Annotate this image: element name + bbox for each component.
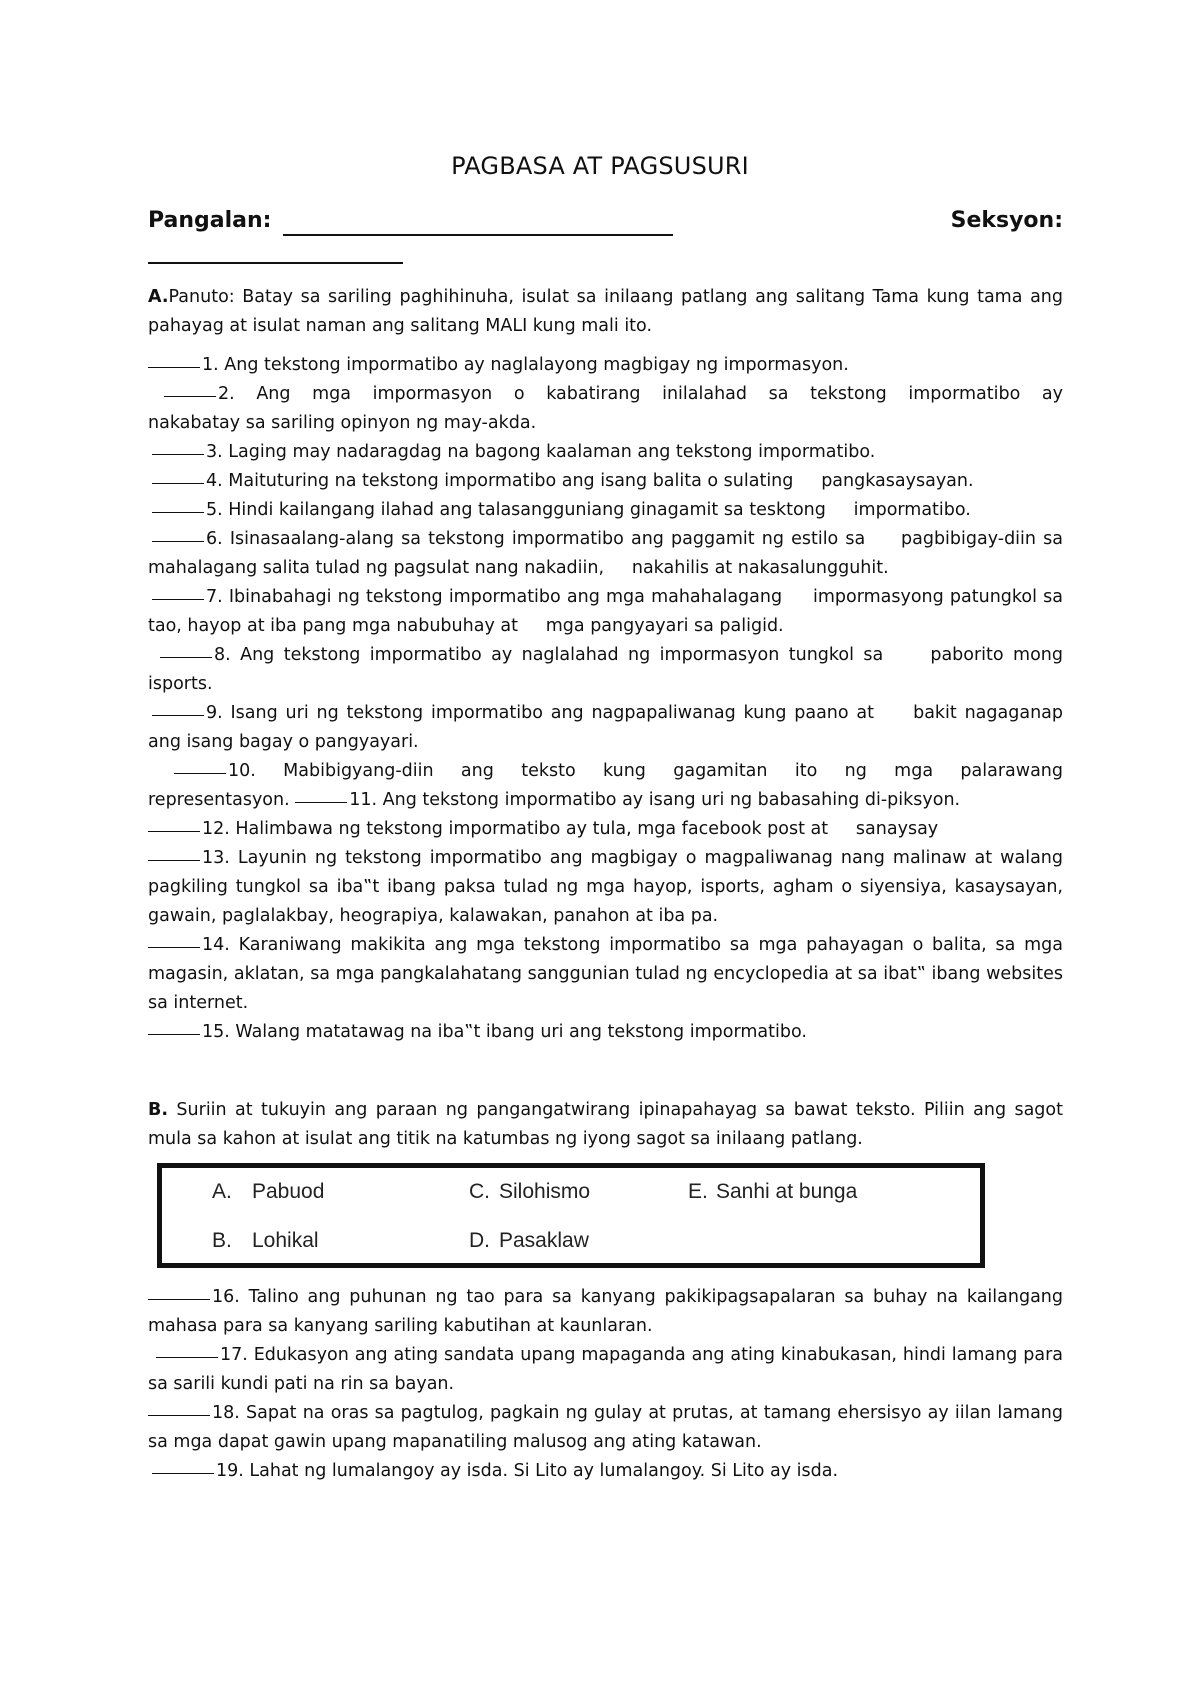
answer-blank[interactable] — [152, 714, 204, 716]
name-label: Pangalan: — [148, 208, 272, 233]
list-item — [148, 699, 1069, 757]
part-b-instructions — [148, 1096, 1063, 1154]
choice-text: Pasaklaw — [499, 1229, 589, 1252]
list-item — [148, 844, 1063, 931]
choices-box — [157, 1163, 985, 1268]
part-b-items — [148, 1283, 1063, 1486]
choice-letter: A. — [212, 1180, 232, 1203]
section-label: Seksyon: — [950, 208, 1063, 233]
list-item — [148, 583, 1069, 641]
item-text: 14. Karaniwang makikita ang mga tekstong impormatibo sa mga pahayagan o balita, sa mga magasin, aklatan, sa mga pangkalahatang sanggunian tulad ng encyclopedia at sa ibat‟ ibang websites sa internet. — [148, 935, 1063, 1013]
choice-text: Pabuod — [252, 1180, 325, 1203]
section-blank[interactable] — [148, 262, 403, 264]
answer-blank[interactable] — [174, 772, 226, 774]
answer-blank[interactable] — [160, 656, 212, 658]
answer-blank[interactable] — [156, 1356, 218, 1358]
list-item — [148, 815, 1063, 844]
list-item — [148, 931, 1063, 1018]
choice-c — [469, 1180, 590, 1204]
item-text: 1. Ang tekstong impormatibo ay naglalayong magbigay ng impormasyon. — [202, 355, 849, 375]
item-text: 12. Halimbawa ng tekstong impormatibo ay tula, mga facebook post at sanaysay — [202, 819, 939, 839]
page-title: PAGBASA AT PAGSUSURI — [451, 152, 749, 180]
choice-d — [469, 1229, 589, 1253]
part-b-label: B. — [148, 1100, 168, 1120]
list-item — [148, 757, 1063, 786]
part-a-label: A. — [148, 287, 169, 307]
choice-letter: D. — [469, 1229, 490, 1252]
item-text: 4. Maituturing na tekstong impormatibo ang isang balita o sulating pangkasaysayan. — [206, 471, 974, 491]
answer-blank[interactable] — [295, 801, 347, 803]
choice-letter: E. — [688, 1180, 708, 1203]
item-text: 5. Hindi kailangang ilahad ang talasangguniang ginagamit sa tesktong impormatibo. — [206, 500, 971, 520]
list-item — [148, 467, 1063, 496]
item-text: 19. Lahat ng lumalangoy ay isda. Si Lito ay lumalangoy. Si Lito ay isda. — [216, 1461, 839, 1481]
choice-text: Lohikal — [252, 1229, 319, 1252]
part-a — [148, 283, 1069, 1047]
item-text: 8. Ang tekstong impormatibo ay naglalahad ng impormasyon tungkol sa paborito mong isports. — [148, 645, 1069, 694]
list-item — [148, 1399, 1063, 1457]
answer-blank[interactable] — [164, 395, 216, 397]
item-text: 9. Isang uri ng tekstong impormatibo ang nagpapaliwanag kung paano at bakit nagaganap ang isang bagay o pangyayari. — [148, 703, 1069, 752]
list-item — [148, 380, 1063, 409]
answer-blank[interactable] — [148, 366, 200, 368]
list-item — [148, 438, 1063, 467]
item-text: representasyon. — [148, 790, 290, 810]
item-text: 16. Talino ang puhunan ng tao para sa kanyang pakikipagsapalaran sa buhay na kailangang mahasa para sa kanyang sariling kabutihan at kaunlaran. — [148, 1287, 1063, 1336]
list-item — [148, 496, 1063, 525]
answer-blank[interactable] — [148, 859, 200, 861]
answer-blank[interactable] — [152, 1472, 214, 1474]
choice-text: Silohismo — [499, 1180, 591, 1203]
answer-blank[interactable] — [148, 1298, 210, 1300]
list-item — [148, 351, 1063, 380]
item-text: 13. Layunin ng tekstong impormatibo ang magbigay o magpaliwanag nang malinaw at walang pagkiling tungkol sa iba‟t ibang paksa tulad ng mga hayop, isports, agham o siyensiya, kasaysayan, gawain, paglalakbay, heograpiya, kalawakan, panahon at iba pa. — [148, 848, 1063, 926]
item-text: 15. Walang matatawag na iba‟t ibang uri ang tekstong impormatibo. — [202, 1022, 807, 1042]
answer-blank[interactable] — [148, 830, 200, 832]
answer-blank[interactable] — [152, 540, 204, 542]
list-item — [148, 1018, 1063, 1047]
part-a-instructions-text: Panuto: Batay sa sariling paghihinuha, isulat sa inilaang patlang ang salitang Tama kung tama ang pahayag at isulat naman ang salitang MALI kung mali ito. — [148, 287, 1063, 336]
item-text: 18. Sapat na oras sa pagtulog, pagkain ng gulay at prutas, at tamang ehersisyo ay iilan lamang sa mga dapat gawin upang mapanatiling malusog ang ating katawan. — [148, 1403, 1063, 1452]
answer-blank[interactable] — [152, 453, 204, 455]
name-blank[interactable] — [283, 234, 673, 236]
item-text: 7. Ibinabahagi ng tekstong impormatibo ang mga mahahalagang impormasyong patungkol sa tao, hayop at iba pang mga nabubuhay at mga pangyayari sa paligid. — [148, 587, 1069, 636]
list-item — [148, 1341, 1063, 1399]
part-b — [148, 1096, 1063, 1154]
item-text: 17. Edukasyon ang ating sandata upang mapaganda ang ating kinabukasan, hindi lamang para sa sarili kundi pati na rin sa bayan. — [148, 1345, 1063, 1394]
item-text: 3. Laging may nadaragdag na bagong kaalaman ang tekstong impormatibo. — [206, 442, 876, 462]
list-item — [148, 1457, 1063, 1486]
student-info-row — [148, 208, 1063, 238]
part-a-instructions — [148, 283, 1063, 341]
list-item — [148, 1283, 1063, 1341]
choice-letter: C. — [469, 1180, 490, 1203]
answer-blank[interactable] — [152, 482, 204, 484]
list-item — [148, 641, 1069, 699]
choice-a — [212, 1180, 324, 1204]
choice-b — [212, 1229, 319, 1253]
answer-blank[interactable] — [148, 1414, 210, 1416]
item-text: 11. Ang tekstong impormatibo ay isang uri ng babasahing di-piksyon. — [349, 790, 961, 810]
choice-text: Sanhi at bunga — [716, 1180, 858, 1203]
answer-blank[interactable] — [152, 598, 204, 600]
item-text: 2. Ang mga impormasyon o kabatirang inilalahad sa tekstong impormatibo ay — [218, 384, 1063, 404]
answer-blank[interactable] — [152, 511, 204, 513]
list-item — [148, 525, 1069, 583]
answer-blank[interactable] — [148, 946, 200, 948]
choice-letter: B. — [212, 1229, 232, 1252]
choice-e — [688, 1180, 857, 1204]
item-text: 6. Isinasaalang-alang sa tekstong impormatibo ang paggamit ng estilo sa pagbibigay-diin sa mahalagang salita tulad ng pagsulat nang nakadiin, nakahilis at nakasalungguhit. — [148, 529, 1069, 578]
part-b-instructions-text: Suriin at tukuyin ang paraan ng pangangatwirang ipinapahayag sa bawat teksto. Piliin ang sagot mula sa kahon at isulat ang titik na katumbas ng iyong sagot sa inilaang patlang. — [148, 1100, 1063, 1149]
answer-blank[interactable] — [148, 1033, 200, 1035]
item-text: nakabatay sa sariling opinyon ng may-akda. — [148, 413, 537, 433]
list-item — [148, 786, 1063, 815]
item-text: 10. Mabibigyang-diin ang teksto kung gagamitan ito ng mga palarawang — [228, 761, 1063, 781]
